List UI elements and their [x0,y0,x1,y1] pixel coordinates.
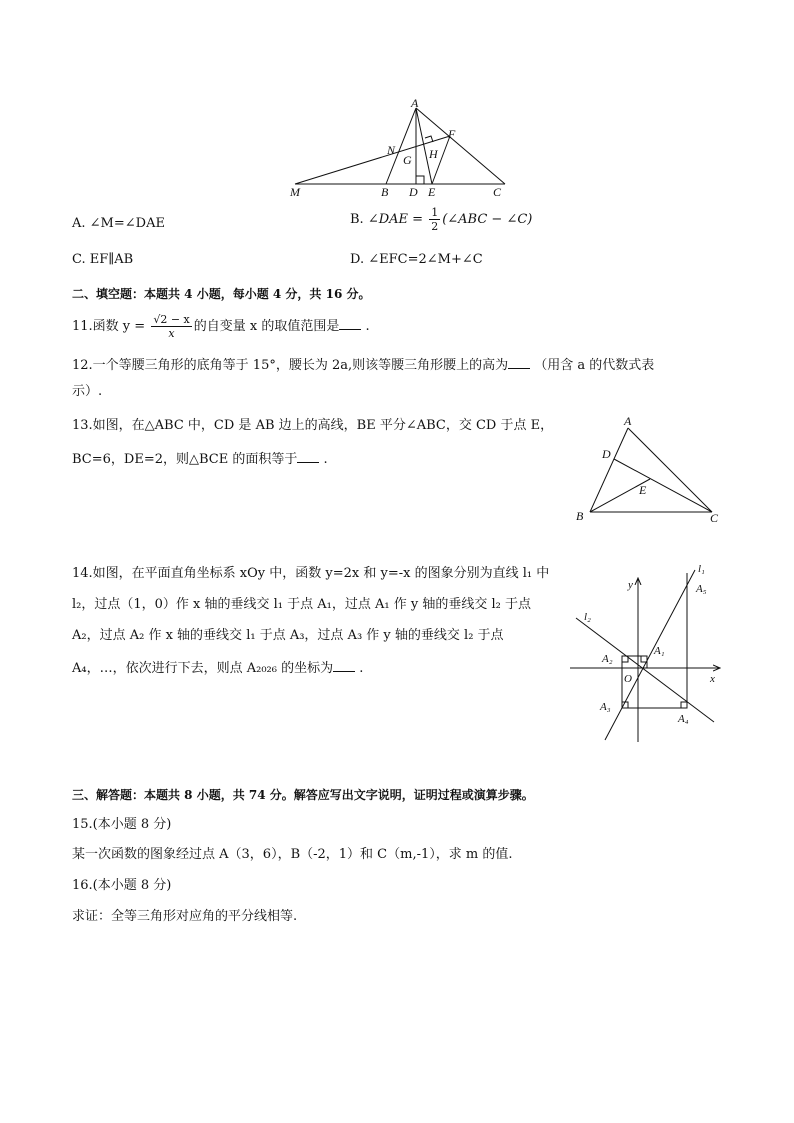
label-N: N [387,143,396,157]
right-angle-A1 [641,656,647,662]
label-l2: l₂ [584,611,591,623]
q15-body: 某一次函数的图象经过点 A（3，6），B（-2，1）和 C（m,-1），求 m 的值. [72,847,513,862]
right-angle-A4 [681,702,687,708]
label-B: B [576,509,584,523]
label-G: G [403,153,412,167]
q13-triangle-figure [570,416,730,528]
q14-line-4: A₄，…，依次进行下去，则点 A₂₀₂₆ 的坐标为 . [72,661,364,676]
q16-body: 求证：全等三角形对应角的平分线相等. [72,909,298,924]
label-x: x [710,673,715,685]
q10-option-a: A. ∠M=∠DAE [72,216,165,231]
label-F: F [448,127,456,141]
q10-triangle-figure [280,96,520,200]
q12-line-2: 示）. [72,384,103,399]
q14-coordinate-figure [564,558,734,748]
section-3-heading: 三、解答题：本题共 8 小题，共 74 分。解答应写出文字说明，证明过程或演算步骤。 [72,788,534,802]
label-A4: A₄ [678,713,689,725]
label-A2: A₂ [602,653,613,665]
label-B: B [381,185,389,199]
fraction-half: $\frac{1}{2}$ [431,206,439,233]
q12-line-1: 12.一个等腰三角形的底角等于 15°，腰长为 2a,则该等腰三角形腰上的高为 （用含 a 的代数式表 [72,358,655,373]
label-y: y [628,579,633,591]
q10-option-b: B. ∠DAE = $\frac{1}{2}$ (∠ABC − ∠C) [350,206,533,233]
right-angle-D [416,176,424,184]
label-H: H [429,147,438,161]
q12-answer-blank [508,356,530,369]
q16-title: 16.(本小题 8 分) [72,878,172,893]
label-A: A [411,96,419,110]
label-A: A [624,416,632,428]
label-D: D [409,185,418,199]
q14-line-1: 14.如图，在平面直角坐标系 xOy 中，函数 y=2x 和 y=-x 的图象分别为直线 l₁ 中 [72,566,550,581]
section-2-heading: 二、填空题：本题共 4 小题，每小题 4 分，共 16 分。 [72,287,371,301]
label-A5: A₅ [696,583,707,595]
q14-line-3: A₂，过点 A₂ 作 x 轴的垂线交 l₁ 于点 A₃，过点 A₃ 作 y 轴的垂线交 l₂ 于点 [72,628,504,643]
label-M: M [290,185,300,199]
label-O: O [624,673,632,685]
line-l2 [576,618,714,722]
line-C-D [614,459,712,512]
label-A3: A₃ [600,701,611,713]
q15-title: 15.(本小题 8 分) [72,817,172,832]
label-E: E [639,483,647,497]
label-l1: l₁ [698,563,705,575]
label-A1: A₁ [654,645,665,657]
step-path [622,573,687,708]
q10-option-c: C. EF∥AB [72,252,134,267]
q14-line-2: l₂，过点（1，0）作 x 轴的垂线交 l₁ 于点 A₁，过点 A₁ 作 y 轴的垂线交 l₂ 于点 [72,597,531,612]
label-E: E [428,185,436,199]
line-A-B [590,428,628,512]
right-angle-H [425,136,433,142]
label-D: D [602,447,611,461]
q11-text: 11.函数 y = $\frac{√2 - x}{x}$ 的自变量 x 的取值范围是 . [72,313,370,340]
label-C: C [493,185,502,199]
q10-option-d: D. ∠EFC=2∠M+∠C [350,252,483,267]
line-A-C [628,428,712,512]
q14-answer-blank [333,659,355,672]
q11-fraction: $\frac{√2 - x}{x}$ [153,313,190,340]
q13-answer-blank [297,450,319,463]
q13-line-1: 13.如图，在△ABC 中，CD 是 AB 边上的高线，BE 平分∠ABC，交 CD 于点 E， [72,418,554,433]
q13-line-2: BC=6，DE=2，则△BCE 的面积等于 . [72,452,328,467]
label-C: C [710,511,719,525]
q11-answer-blank [339,317,361,330]
